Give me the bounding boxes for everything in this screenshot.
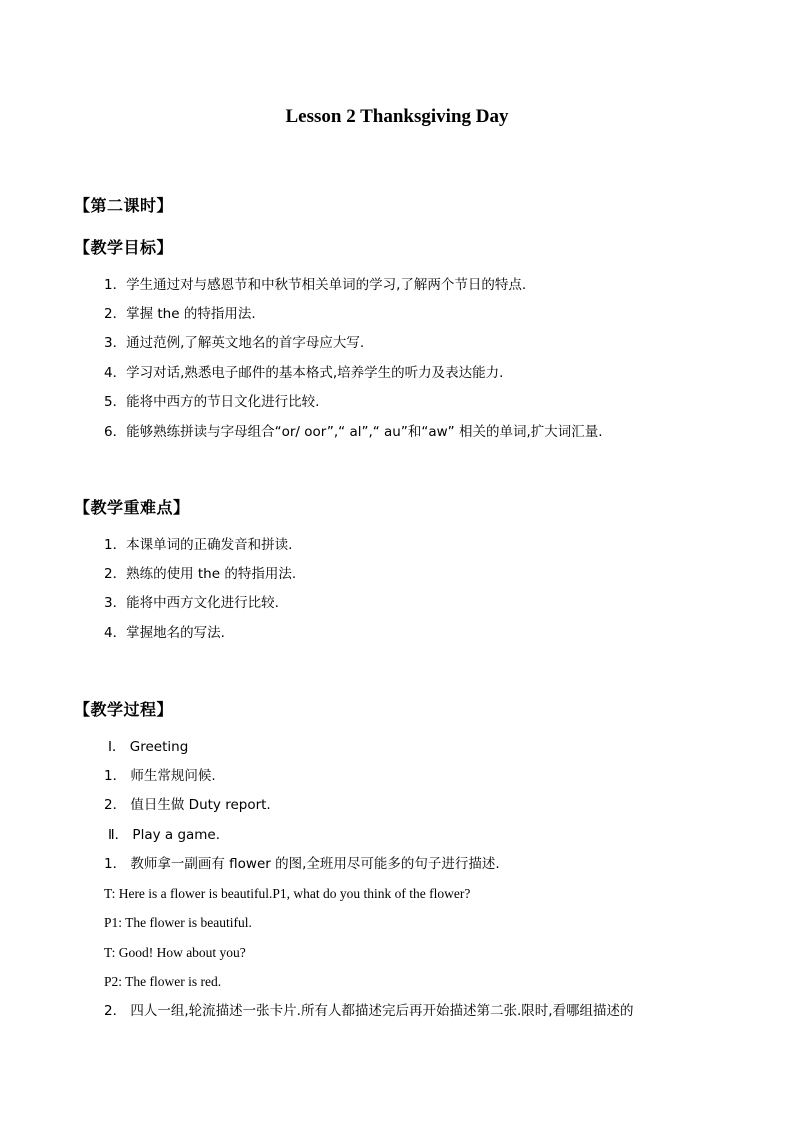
process-line-3: 2． 值日生做 Duty report. xyxy=(104,797,271,813)
process-line-8: T: Good! How about you? xyxy=(104,945,246,960)
process-heading: 【教学过程】 xyxy=(74,700,174,719)
process-line-4: Ⅱ． Play a game. xyxy=(108,827,221,843)
key-point-item-1: 1．本课单词的正确发音和拼读. xyxy=(104,537,293,553)
process-line-6: T: Here is a flower is beautiful.P1, what do you think of the flower? xyxy=(104,886,471,901)
key-point-item-4: 4．掌握地名的写法. xyxy=(104,625,225,641)
key-point-item-2: 2．熟练的使用 the 的特指用法. xyxy=(104,566,297,582)
objective-item-5: 5．能将中西方的节日文化进行比较. xyxy=(104,394,320,410)
objective-item-3: 3．通过范例,了解英文地名的首字母应大写. xyxy=(104,335,365,351)
key-point-item-3: 3．能将中西方文化进行比较. xyxy=(104,595,279,611)
objective-item-4: 4．学习对话,熟悉电子邮件的基本格式,培养学生的听力及表达能力. xyxy=(104,365,504,381)
objective-item-1: 1．学生通过对与感恩节和中秋节相关单词的学习,了解两个节日的特点. xyxy=(104,277,527,293)
document-title: Lesson 2 Thanksgiving Day xyxy=(285,106,509,127)
objective-item-6: 6．能够熟练拼读与字母组合“or/ oor”,“ al”,“ au”和“aw” 相关的单词,扩大词汇量. xyxy=(104,424,603,440)
period-heading: 【第二课时】 xyxy=(74,196,174,215)
key-points-heading: 【教学重难点】 xyxy=(74,498,190,517)
process-line-2: 1． 师生常规问候. xyxy=(104,768,216,784)
objective-item-2: 2．掌握 the 的特指用法. xyxy=(104,306,256,322)
process-line-5: 1． 教师拿一副画有 flower 的图,全班用尽可能多的句子进行描述. xyxy=(104,856,500,872)
process-line-1: Ⅰ． Greeting xyxy=(108,739,189,755)
process-line-7: P1: The flower is beautiful. xyxy=(104,915,252,930)
process-line-10: 2． 四人一组,轮流描述一张卡片.所有人都描述完后再开始描述第二张.限时,看哪组描述的 xyxy=(104,1003,634,1019)
objectives-heading: 【教学目标】 xyxy=(74,238,174,257)
process-line-9: P2: The flower is red. xyxy=(104,974,222,989)
